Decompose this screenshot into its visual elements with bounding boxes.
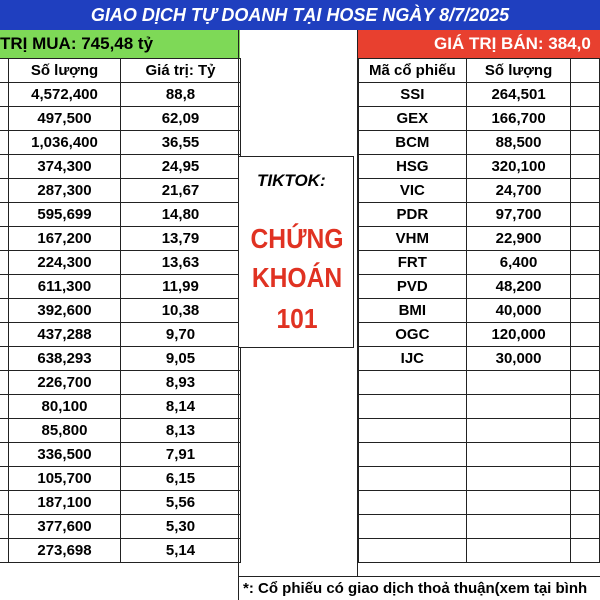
buy-code-cell [0, 491, 9, 515]
sell-code-cell: GEX [359, 107, 467, 131]
buy-code-cell [0, 323, 9, 347]
brand-text-line-3: 101 [276, 303, 318, 334]
buy-value-header: Giá trị: Tỷ [121, 59, 241, 83]
buy-value-cell: 88,8 [121, 83, 241, 107]
buy-code-cell [0, 251, 9, 275]
buy-volume-cell: 105,700 [9, 467, 121, 491]
sell-code-cell: FRT [359, 251, 467, 275]
sell-code-cell [359, 515, 467, 539]
sell-volume-cell: 320,100 [466, 155, 571, 179]
table-row [0, 299, 241, 323]
sell-volume-cell: 48,200 [466, 275, 571, 299]
sell-code-cell: OGC [359, 323, 467, 347]
table-row [359, 347, 600, 371]
sell-code-cell: PDR [359, 203, 467, 227]
buy-value-cell: 13,79 [121, 227, 241, 251]
buy-value-cell: 5,30 [121, 515, 241, 539]
table-row [359, 419, 600, 443]
buy-code-cell [0, 395, 9, 419]
table-row [359, 203, 600, 227]
buy-volume-cell: 4,572,400 [9, 83, 121, 107]
buy-code-cell [0, 83, 9, 107]
buy-value-cell: 8,14 [121, 395, 241, 419]
sell-volume-cell: 166,700 [466, 107, 571, 131]
sell-value-cell [571, 299, 600, 323]
buy-code-cell [0, 275, 9, 299]
sell-code-cell [359, 395, 467, 419]
brand-text-line-1: CHỨNG [250, 223, 344, 254]
buy-code-cell [0, 539, 9, 563]
table-row [0, 179, 241, 203]
table-row [0, 323, 241, 347]
buy-code-cell [0, 443, 9, 467]
sell-code-cell [359, 371, 467, 395]
sell-code-header: Mã cổ phiếu [359, 59, 467, 83]
table-row [0, 539, 241, 563]
table-row [359, 107, 600, 131]
buy-code-cell [0, 299, 9, 323]
sell-volume-cell [466, 539, 571, 563]
sell-code-cell [359, 467, 467, 491]
sell-value-cell [571, 275, 600, 299]
buy-value-cell: 24,95 [121, 155, 241, 179]
buy-code-header [0, 59, 9, 83]
buy-volume-cell: 595,699 [9, 203, 121, 227]
sell-code-cell: HSG [359, 155, 467, 179]
sell-volume-cell: 24,700 [466, 179, 571, 203]
table-row [0, 491, 241, 515]
table-row [0, 467, 241, 491]
sell-value-cell [571, 515, 600, 539]
buy-value-cell: 6,15 [121, 467, 241, 491]
sell-volume-cell [466, 419, 571, 443]
table-row [359, 539, 600, 563]
buy-value-cell: 14,80 [121, 203, 241, 227]
table-row [0, 227, 241, 251]
sell-code-cell: IJC [359, 347, 467, 371]
table-row [359, 323, 600, 347]
sell-value-cell [571, 395, 600, 419]
buy-volume-cell: 392,600 [9, 299, 121, 323]
sell-total-banner: GIÁ TRỊ BÁN: 384,0 [358, 30, 600, 58]
buy-volume-cell: 85,800 [9, 419, 121, 443]
sell-code-cell: VIC [359, 179, 467, 203]
buy-code-cell [0, 107, 9, 131]
buy-code-cell [0, 131, 9, 155]
sell-code-cell [359, 419, 467, 443]
table-row [359, 467, 600, 491]
sell-code-cell: VHM [359, 227, 467, 251]
buy-code-cell [0, 419, 9, 443]
buy-code-cell [0, 227, 9, 251]
buy-code-cell [0, 515, 9, 539]
sell-table-header [359, 59, 600, 83]
brand-box [238, 156, 354, 348]
sell-volume-cell: 264,501 [466, 83, 571, 107]
sell-volume-cell [466, 515, 571, 539]
sell-value-header [571, 59, 600, 83]
table-row [0, 203, 241, 227]
buy-volume-cell: 287,300 [9, 179, 121, 203]
buy-total-banner: TRỊ MUA: 745,48 tỷ [0, 30, 240, 58]
table-row [0, 251, 241, 275]
buy-value-cell: 11,99 [121, 275, 241, 299]
sell-volume-cell: 6,400 [466, 251, 571, 275]
sell-volume-cell: 40,000 [466, 299, 571, 323]
table-row [359, 275, 600, 299]
table-row [0, 419, 241, 443]
table-row [0, 107, 241, 131]
sell-volume-cell: 120,000 [466, 323, 571, 347]
table-row [0, 371, 241, 395]
table-row [359, 179, 600, 203]
buy-code-cell [0, 179, 9, 203]
buy-value-cell: 7,91 [121, 443, 241, 467]
tiktok-label: TIKTOK: [257, 171, 326, 190]
table-row [0, 131, 241, 155]
table-row [359, 251, 600, 275]
sell-volume-cell: 30,000 [466, 347, 571, 371]
sell-value-cell [571, 107, 600, 131]
sell-value-cell [571, 203, 600, 227]
sell-value-cell [571, 467, 600, 491]
table-row [0, 155, 241, 179]
buy-value-cell: 10,38 [121, 299, 241, 323]
table-row [0, 275, 241, 299]
sell-volume-cell [466, 467, 571, 491]
buy-volume-cell: 273,698 [9, 539, 121, 563]
sell-code-cell: PVD [359, 275, 467, 299]
buy-value-cell: 36,55 [121, 131, 241, 155]
buy-volume-cell: 224,300 [9, 251, 121, 275]
buy-volume-cell: 187,100 [9, 491, 121, 515]
buy-volume-cell: 80,100 [9, 395, 121, 419]
sell-volume-cell [466, 491, 571, 515]
table-row [359, 443, 600, 467]
buy-value-cell: 8,93 [121, 371, 241, 395]
sell-table [358, 58, 600, 563]
sell-code-cell: BMI [359, 299, 467, 323]
sell-value-cell [571, 371, 600, 395]
sell-value-cell [571, 227, 600, 251]
footnote: *: Cổ phiếu có giao dịch thoả thuận(xem tại bình [238, 576, 600, 600]
table-row [359, 395, 600, 419]
buy-volume-cell: 638,293 [9, 347, 121, 371]
sell-volume-cell [466, 371, 571, 395]
buy-volume-cell: 497,500 [9, 107, 121, 131]
buy-value-cell: 9,05 [121, 347, 241, 371]
sell-value-cell [571, 179, 600, 203]
buy-code-cell [0, 155, 9, 179]
sell-volume-header: Số lượng [466, 59, 571, 83]
buy-table-header [0, 59, 241, 83]
buy-code-cell [0, 203, 9, 227]
table-row [359, 83, 600, 107]
buy-code-cell [0, 347, 9, 371]
buy-value-cell: 8,13 [121, 419, 241, 443]
sell-volume-cell: 22,900 [466, 227, 571, 251]
buy-value-cell: 5,56 [121, 491, 241, 515]
sell-value-cell [571, 131, 600, 155]
buy-volume-cell: 1,036,400 [9, 131, 121, 155]
table-row [359, 371, 600, 395]
buy-value-cell: 13,63 [121, 251, 241, 275]
buy-volume-header: Số lượng [9, 59, 121, 83]
sell-code-cell [359, 443, 467, 467]
table-row [0, 443, 241, 467]
buy-volume-cell: 336,500 [9, 443, 121, 467]
table-row [0, 83, 241, 107]
sell-code-cell [359, 491, 467, 515]
brand-text-line-2: KHOÁN [251, 262, 343, 293]
buy-code-cell [0, 467, 9, 491]
sell-code-cell: SSI [359, 83, 467, 107]
sell-volume-cell [466, 395, 571, 419]
buy-value-cell: 5,14 [121, 539, 241, 563]
table-row [359, 227, 600, 251]
sell-code-cell: BCM [359, 131, 467, 155]
sell-value-cell [571, 539, 600, 563]
sell-volume-cell [466, 443, 571, 467]
sell-volume-cell: 97,700 [466, 203, 571, 227]
buy-value-cell: 21,67 [121, 179, 241, 203]
buy-volume-cell: 377,600 [9, 515, 121, 539]
buy-volume-cell: 611,300 [9, 275, 121, 299]
buy-value-cell: 62,09 [121, 107, 241, 131]
table-row [0, 347, 241, 371]
table-row [359, 299, 600, 323]
sell-volume-cell: 88,500 [466, 131, 571, 155]
sell-value-cell [571, 347, 600, 371]
sell-code-cell [359, 539, 467, 563]
table-row [359, 515, 600, 539]
table-row [359, 155, 600, 179]
sell-value-cell [571, 491, 600, 515]
buy-volume-cell: 437,288 [9, 323, 121, 347]
sell-value-cell [571, 83, 600, 107]
table-row [359, 491, 600, 515]
table-row [0, 395, 241, 419]
sell-value-cell [571, 323, 600, 347]
buy-code-cell [0, 371, 9, 395]
buy-volume-cell: 374,300 [9, 155, 121, 179]
buy-volume-cell: 167,200 [9, 227, 121, 251]
sell-value-cell [571, 419, 600, 443]
table-row [359, 131, 600, 155]
sell-value-cell [571, 251, 600, 275]
buy-value-cell: 9,70 [121, 323, 241, 347]
buy-volume-cell: 226,700 [9, 371, 121, 395]
page-title: GIAO DỊCH TỰ DOANH TẠI HOSE NGÀY 8/7/2025 [0, 0, 600, 30]
sell-value-cell [571, 155, 600, 179]
table-row [0, 515, 241, 539]
buy-table [0, 58, 241, 563]
sell-value-cell [571, 443, 600, 467]
